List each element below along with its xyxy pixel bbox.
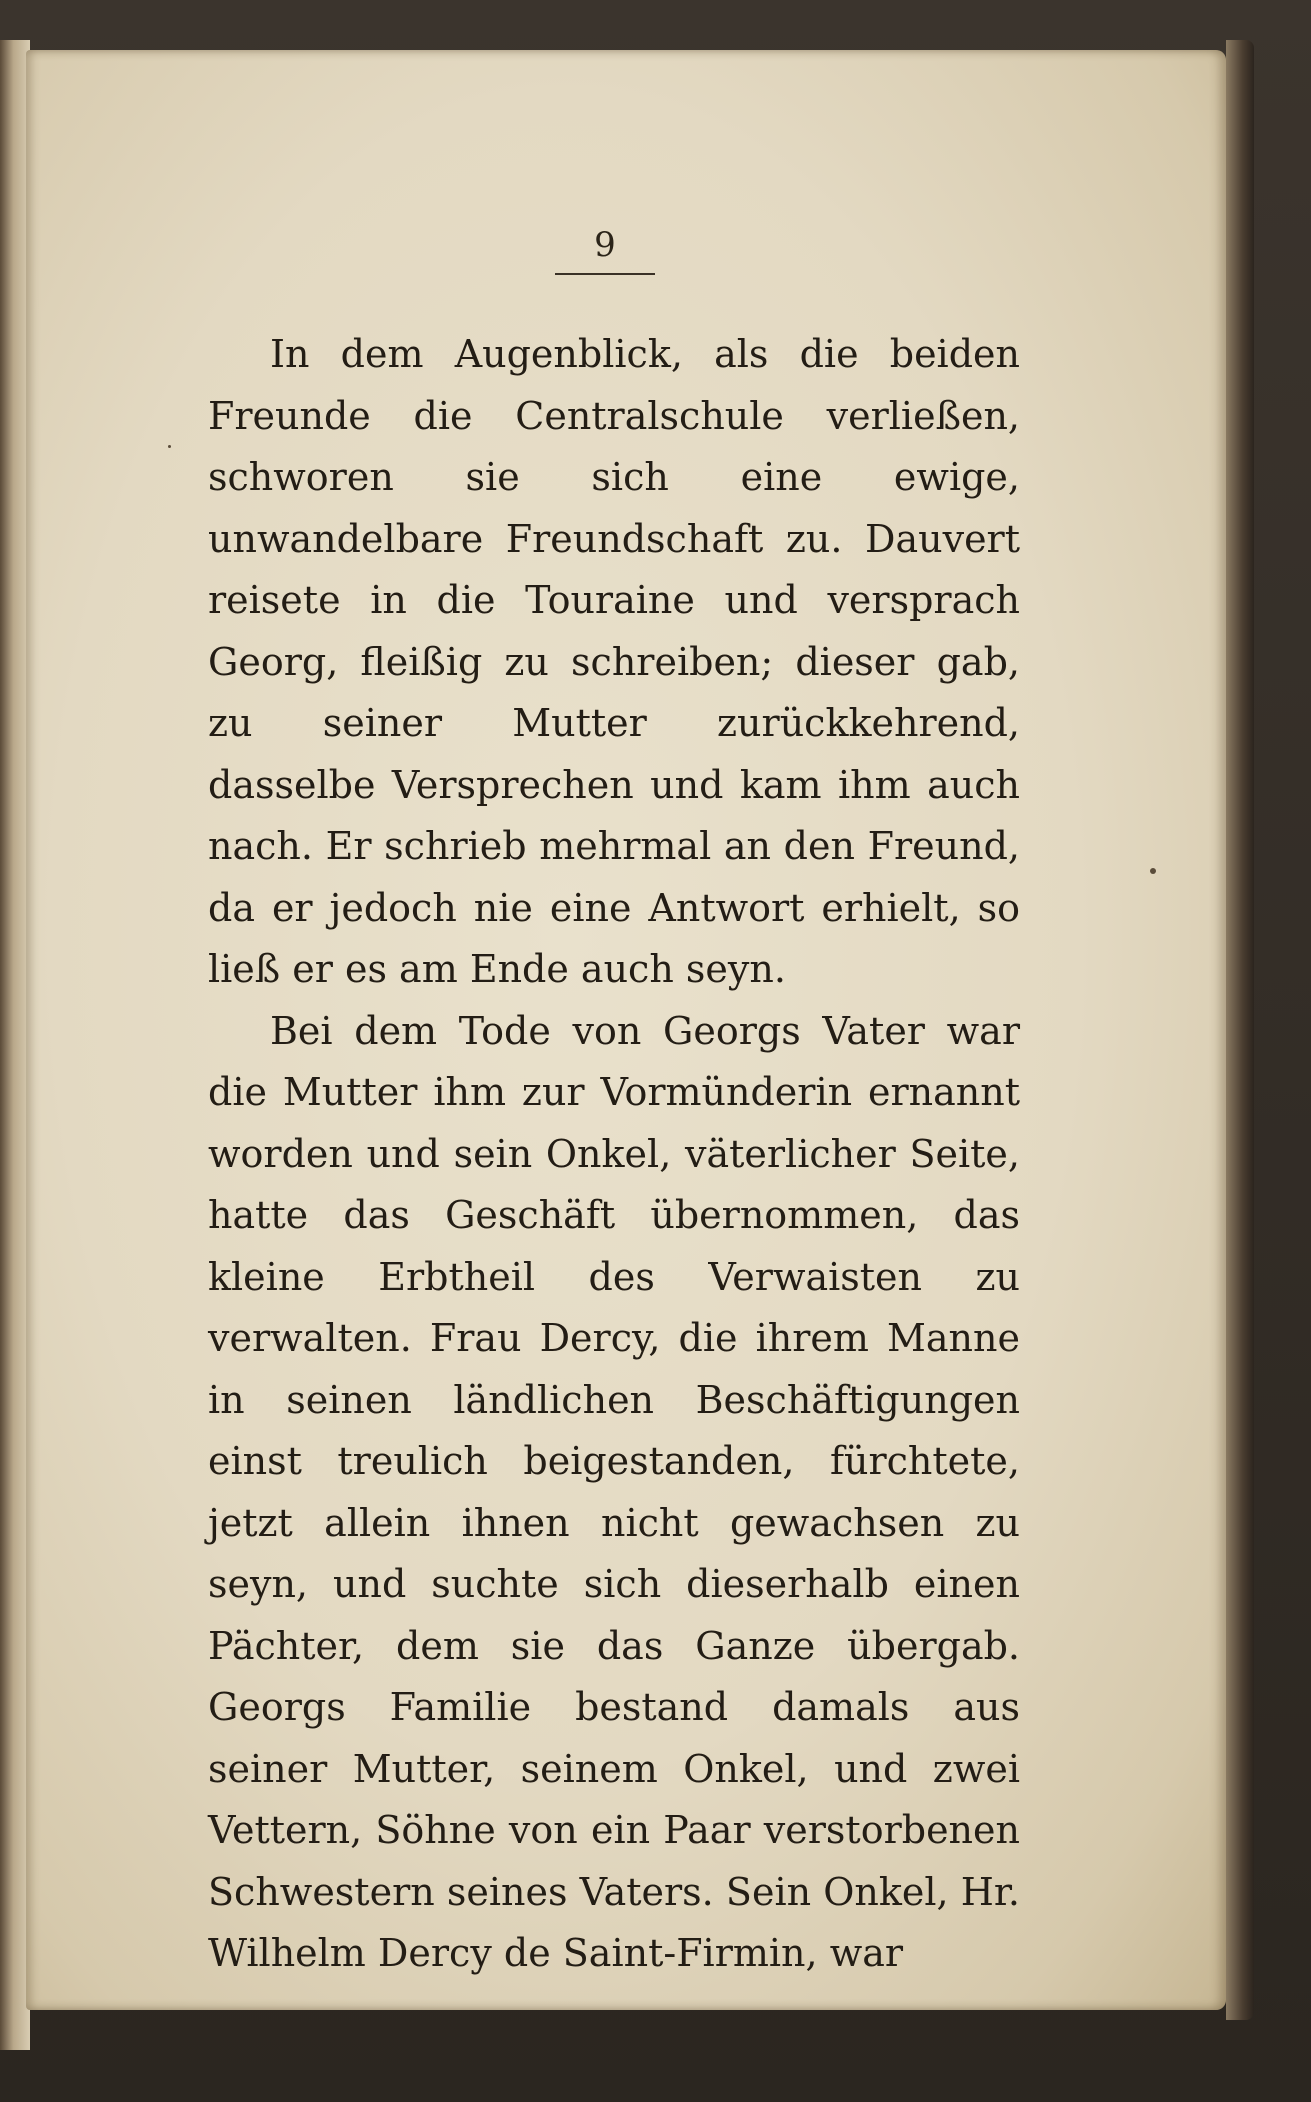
paper-speck [168,445,171,448]
paper-speck [1150,868,1156,874]
paragraph-1: In dem Augenblick, als die beiden Freunde die Centralschule verließen, schworen sie sich eine ewige, unwandelbare Freundschaft zu. Dauvert reisete in die Touraine und versprach Georg, fleißig zu schreiben; dieser gab, zu seiner Mutter zurückkehrend, dasselbe Versprechen und kam ihm auch nach. Er schrieb mehrmal an den Freund, da er jedoch nie eine Antwort erhielt, so ließ er es am Ende auch seyn. [208,332,1020,991]
page-number: 9 [594,225,616,265]
paragraph-2: Bei dem Tode von Georgs Vater war die Mutter ihm zur Vormünderin ernannt worden und sein Onkel, väterlicher Seite, hatte das Geschäft übernommen, das kleine Erbtheil des Verwaisten zu verwalten. Frau Dercy, die ihrem Manne in seinen ländlichen Beschäftigungen einst treulich beigestanden, fürchtete, jetzt allein ihnen nicht gewachsen zu seyn, und suchte sich dieserhalb einen Pächter, dem sie das Ganze übergab. Georgs Familie bestand damals aus seiner Mutter, seinem Onkel, und zwei Vettern, Söhne von ein Paar verstorbenen Schwestern seines Vaters. Sein Onkel, Hr. Wilhelm Dercy de Saint-Firmin, war [208,1008,1020,1975]
body-text [208,324,1020,1985]
page-number-rule [555,273,655,275]
book-cover-edge [1226,40,1254,2020]
